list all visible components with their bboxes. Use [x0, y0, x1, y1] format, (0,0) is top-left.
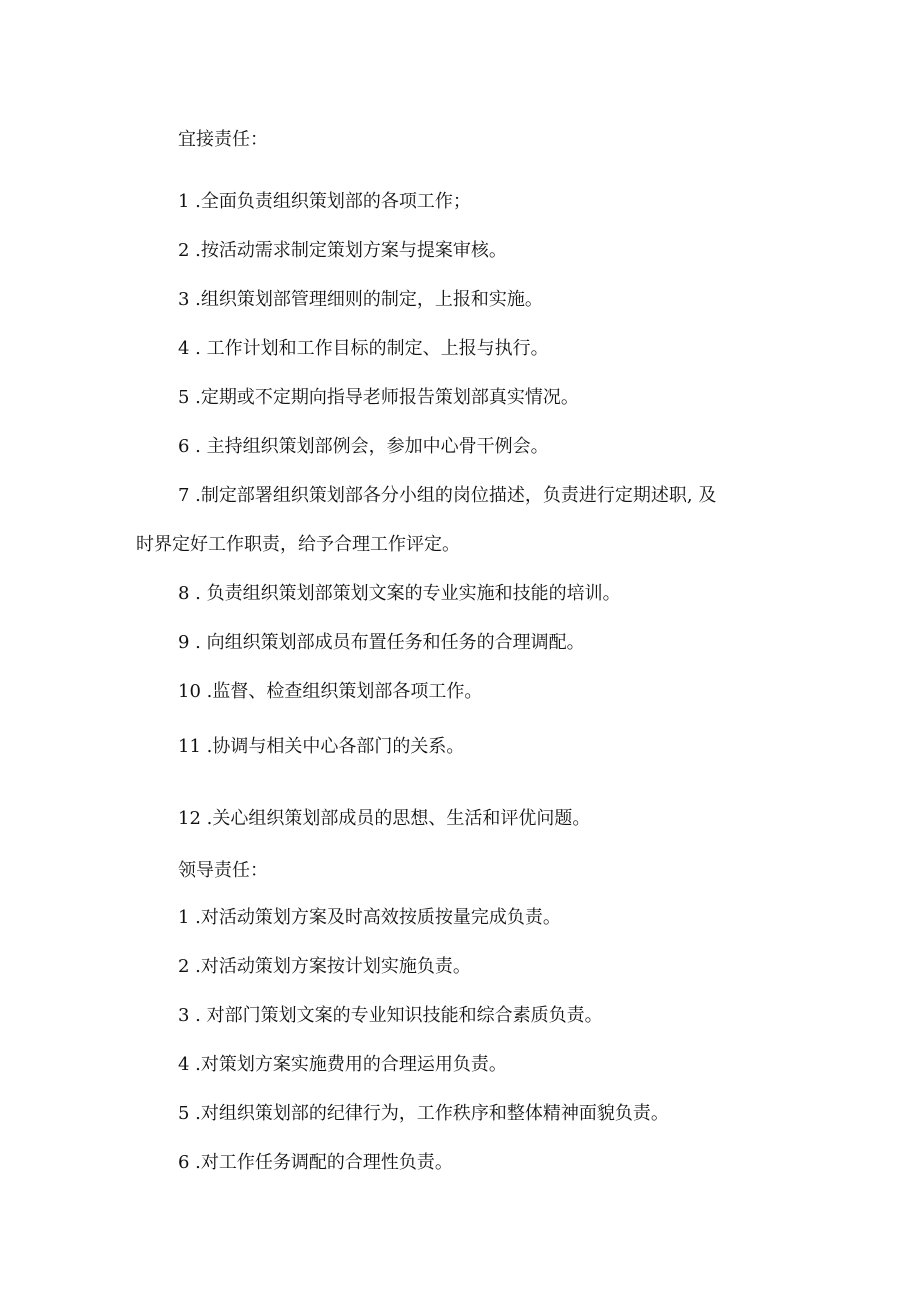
section-heading-leadership: 领导责任： [178, 860, 268, 881]
section-heading-direct: 宜接责任： [178, 129, 268, 150]
direct-item-7: 7 .制定部署组织策划部各分小组的岗位描述，负责进行定期述职, 及 [178, 485, 717, 506]
direct-item-2: 2 .按活动需求制定策划方案与提案审核。 [178, 240, 507, 261]
direct-item-5: 5 .定期或不定期向指导老师报告策划部真实情况。 [178, 387, 579, 408]
direct-item-6: 6 . 主持组织策划部例会，参加中心骨干例会。 [178, 436, 549, 457]
direct-item-1: 1 .全面负责组织策划部的各项工作； [178, 191, 471, 212]
leadership-item-1: 1 .对活动策划方案及时高效按质按量完成负责。 [178, 907, 561, 928]
direct-item-10: 10 .监督、检查组织策划部各项工作。 [178, 681, 483, 702]
direct-item-9: 9 . 向组织策划部成员布置任务和任务的合理调配。 [178, 632, 585, 653]
leadership-item-5: 5 .对组织策划部的纪律行为，工作秩序和整体精神面貌负责。 [178, 1103, 669, 1124]
leadership-item-4: 4 .对策划方案实施费用的合理运用负责。 [178, 1054, 507, 1075]
direct-item-8: 8 . 负责组织策划部策划文案的专业实施和技能的培训。 [178, 583, 621, 604]
leadership-item-3: 3 . 对部门策划文案的专业知识技能和综合素质负责。 [178, 1005, 603, 1026]
direct-item-11: 11 .协调与相关中心各部门的关系。 [178, 736, 465, 757]
direct-item-7-continued: 时界定好工作职责，给予合理工作评定。 [136, 534, 460, 555]
leadership-item-2: 2 .对活动策划方案按计划实施负责。 [178, 956, 471, 977]
direct-item-3: 3 .组织策划部管理细则的制定，上报和实施。 [178, 289, 543, 310]
leadership-item-6: 6 .对工作任务调配的合理性负责。 [178, 1152, 453, 1173]
direct-item-4: 4 . 工作计划和工作目标的制定、上报与执行。 [178, 338, 549, 359]
direct-item-12: 12 .关心组织策划部成员的思想、生活和评优问题。 [178, 808, 591, 829]
